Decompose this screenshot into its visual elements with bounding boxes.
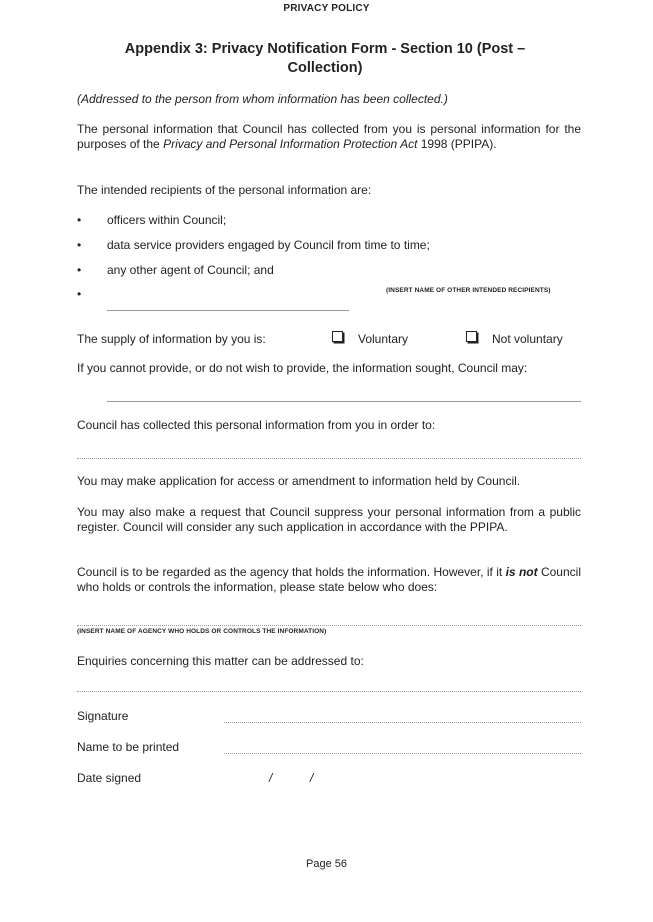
- agency-text-2: Council who holds or controls the information, please state below who does:: [77, 565, 581, 594]
- agency-text: [77, 565, 581, 594]
- intro-text-1: The personal information that Council has collected from you is personal information for the purposes of the: [77, 122, 581, 151]
- enquiries-field[interactable]: [77, 691, 581, 692]
- page-header: PRIVACY POLICY: [283, 3, 370, 14]
- insert-agency-label: (INSERT NAME OF AGENCY WHO HOLDS OR CONTROLS THE INFORMATION): [77, 628, 327, 635]
- agency-is: is: [505, 565, 516, 579]
- date-separator: /: [269, 771, 273, 785]
- access-text: You may make application for access or amendment to information held by Council.: [77, 474, 521, 488]
- purpose-field[interactable]: [77, 458, 581, 459]
- recipients-heading: The intended recipients of the personal information are:: [77, 183, 372, 197]
- bullet-item-officers: officers within Council;: [107, 213, 227, 227]
- name-label: Name to be printed: [77, 740, 180, 754]
- voluntary-checkbox[interactable]: [332, 331, 343, 342]
- date-separator: /: [310, 771, 314, 785]
- not-voluntary-checkbox[interactable]: [466, 331, 477, 342]
- intro-text-2: 1998 (PPIPA).: [417, 136, 497, 151]
- bullet-marker: •: [77, 238, 82, 252]
- bullet-item-data-service: data service providers engaged by Council from time to time;: [107, 238, 430, 252]
- cannot-provide-text: If you cannot provide, or do not wish to provide, the information sought, Council may:: [77, 361, 528, 375]
- not-voluntary-label: Not voluntary: [492, 332, 563, 346]
- addressed-note: (Addressed to the person from whom information has been collected.): [77, 92, 448, 106]
- bullet-item-other-agent: any other agent of Council; and: [107, 263, 274, 277]
- council-may-field[interactable]: [107, 401, 581, 402]
- bullet-marker: •: [77, 287, 82, 301]
- agency-text-1: Council is to be regarded as the agency that holds the information. However, if it: [77, 565, 506, 579]
- other-recipients-field[interactable]: [107, 310, 349, 311]
- insert-recipients-label: (INSERT NAME OF OTHER INTENDED RECIPIENTS): [386, 287, 551, 294]
- enquiries-text: Enquiries concerning this matter can be addressed to:: [77, 654, 364, 668]
- agency-field[interactable]: [77, 625, 581, 626]
- suppress-text: You may also make a request that Council suppress your personal information from a public register. Council will consider any such application in accordance with the PPIPA.: [77, 505, 581, 534]
- supply-label: The supply of information by you is:: [77, 332, 266, 346]
- date-label: Date signed: [77, 771, 142, 785]
- page-number: Page 56: [306, 858, 347, 870]
- signature-label: Signature: [77, 709, 129, 723]
- voluntary-label: Voluntary: [358, 332, 409, 346]
- intro-paragraph: [77, 122, 581, 151]
- page-title: Appendix 3: Privacy Notification Form - Section 10 (Post – Collection): [124, 41, 526, 76]
- bullet-marker: •: [77, 213, 82, 227]
- bullet-marker: •: [77, 263, 82, 277]
- name-field[interactable]: [224, 753, 581, 754]
- act-name: Privacy and Personal Information Protection Act: [163, 136, 418, 151]
- collected-purpose-text: Council has collected this personal information from you in order to:: [77, 418, 436, 432]
- signature-field[interactable]: [224, 722, 581, 723]
- agency-not: not: [518, 565, 538, 579]
